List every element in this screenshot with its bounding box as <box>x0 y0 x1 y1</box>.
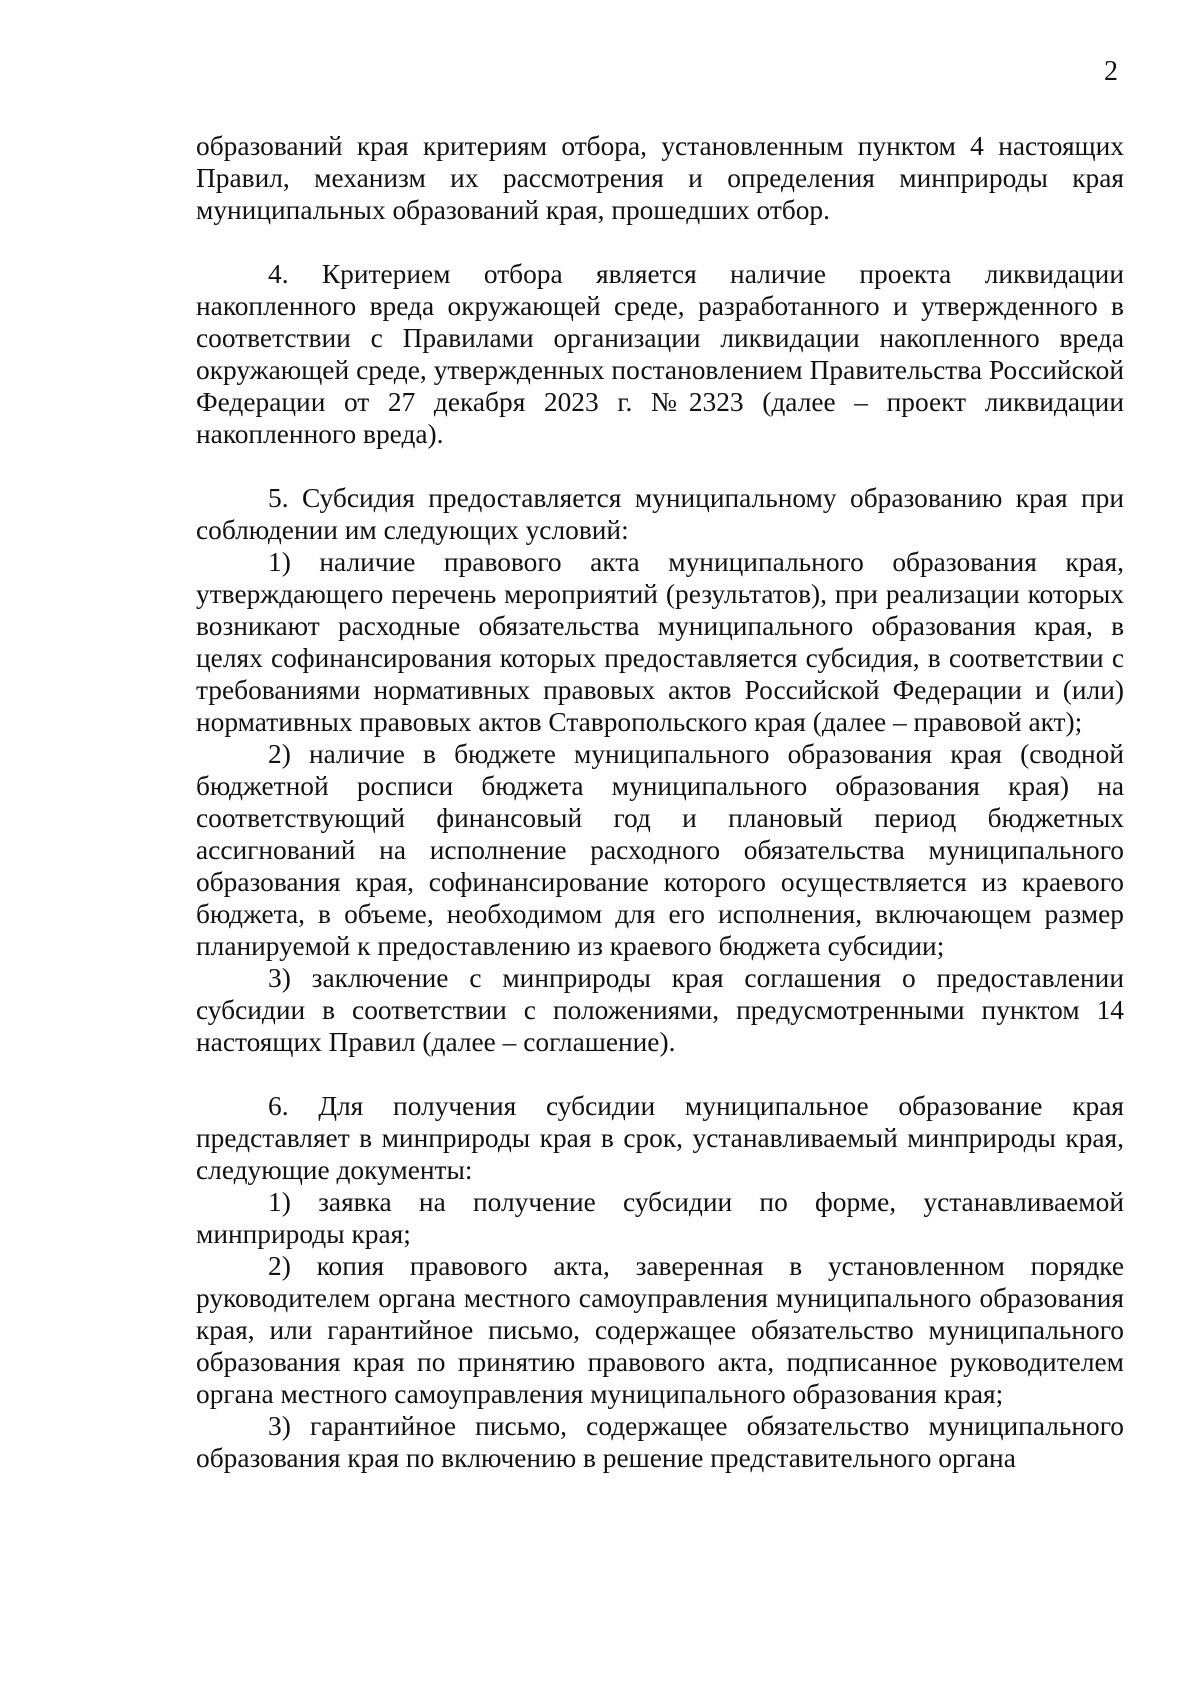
subitem-5-3: 3) заключение с минприроды края соглашения о предоставлении субсидии в соответствии с положениями, предусмотренными пунктом 14 настоящих Правил (далее – соглашение). <box>196 963 1124 1057</box>
subitem-5-1: 1) наличие правового акта муниципального образования края, утверждающего перечень мероприятий (результатов), при реализации которых возникают расходные обязательства муниципального образования края, в целях софинансирования которых предоставляется субсидия, в соответствии с требованиями нормативных правовых актов Российской Федерации и (или) нормативных правовых актов Ставропольского края (далее – правовой акт); <box>196 547 1124 737</box>
page-number: 2 <box>1104 56 1118 87</box>
subitem-5-2: 2) наличие в бюджете муниципального образования края (сводной бюджетной росписи бюджета муниципального образования края) на соответствующий финансовый год и плановый период бюджетных ассигнований на исполнение расходного обязательства муниципального образования края, софинансирование которого осуществляется из краевого бюджета, в объеме, необходимом для его исполнения, включающем размер планируемой к предоставлению из краевого бюджета субсидии; <box>196 739 1124 961</box>
document-body <box>196 130 1124 1474</box>
paragraph-continuation: образований края критериям отбора, установленным пунктом 4 настоящих Правил, механизм их рассмотрения и определения минприроды края муниципальных образований края, прошедших отбор. <box>196 131 1124 225</box>
paragraph-item-6: 6. Для получения субсидии муниципальное образование края представляет в минприроды края в срок, устанавливаемый минприроды края, следующие документы: <box>196 1091 1124 1185</box>
paragraph-item-4: 4. Критерием отбора является наличие проекта ликвидации накопленного вреда окружающей среде, разработанного и утвержденного в соответствии с Правилами организации ликвидации накопленного вреда окружающей среде, утвержденных постановлением Правительства Российской Федерации от 27 декабря 2023 г. №2323 (далее – проект ликвидации накопленного вреда). <box>196 259 1124 449</box>
subitem-6-1: 1) заявка на получение субсидии по форме, устанавливаемой минприроды края; <box>196 1187 1124 1249</box>
subitem-6-3: 3) гарантийное письмо, содержащее обязательство муниципального образования края по включению в решение представительного органа <box>196 1411 1124 1473</box>
subitem-6-2: 2) копия правового акта, заверенная в установленном порядке руководителем органа местного самоуправления муниципального образования края, или гарантийное письмо, содержащее обязательство муниципального образования края по принятию правового акта, подписанное руководителем органа местного самоуправления муниципального образования края; <box>196 1251 1124 1409</box>
paragraph-item-5: 5. Субсидия предоставляется муниципальному образованию края при соблюдении им следующих условий: <box>196 483 1124 545</box>
